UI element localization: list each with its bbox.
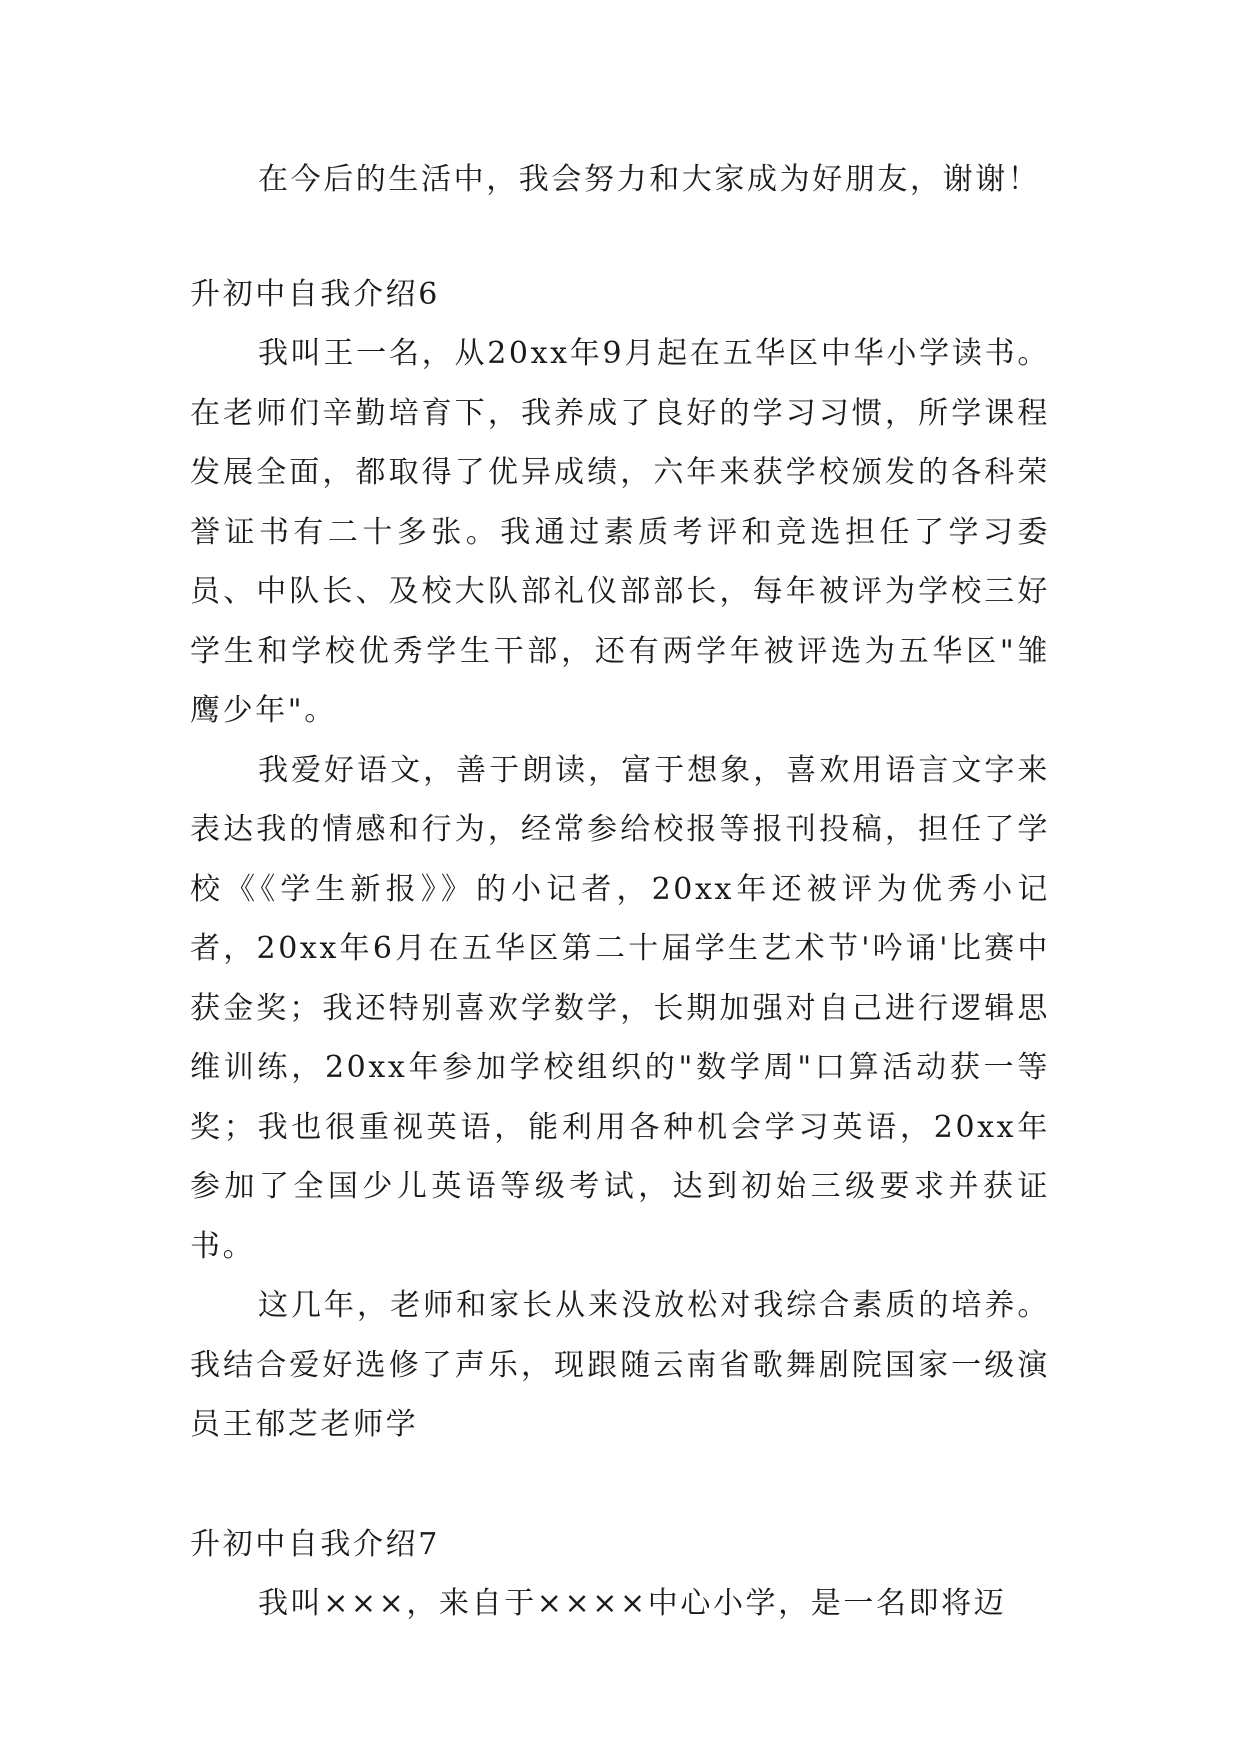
section-6-paragraph-2: 我爱好语文，善于朗读，富于想象，喜欢用语言文字来表达我的情感和行为，经常参给校报等报刊投稿，担任了学校《《学生新报》》的小记者，20xx年还被评为优秀小记者，20xx年6月在五华区第二十届学生艺术节'吟诵'比赛中获金奖；我还特别喜欢学数学，长期加强对自己进行逻辑思维训练，20xx年参加学校组织的"数学周"口算活动获一等奖；我也很重视英语，能利用各种机会学习英语，20xx年参加了全国少儿英语等级考试，达到初始三级要求并获证书。	[190, 752, 1050, 1264]
spacer	[190, 1455, 1050, 1515]
section-7-paragraph-1: 我叫×××，来自于××××中心小学，是一名即将迈	[258, 1586, 1007, 1621]
section-7	[190, 1515, 1050, 1634]
document-page	[190, 150, 1050, 1634]
section-6-heading: 升初中自我介绍6	[190, 276, 440, 312]
closing-line: 在今后的生活中，我会努力和大家成为好朋友，谢谢！	[258, 162, 1041, 197]
section-7-heading: 升初中自我介绍7	[190, 1526, 440, 1562]
spacer	[190, 210, 1050, 265]
section-6	[190, 265, 1050, 1455]
section-6-paragraph-1: 我叫王一名，从20xx年9月起在五华区中华小学读书。在老师们辛勤培育下，我养成了良好的学习习惯，所学课程发展全面，都取得了优异成绩，六年来获学校颁发的各科荣誉证书有二十多张。我通过素质考评和竞选担任了学习委员、中队长、及校大队部礼仪部部长，每年被评为学校三好学生和学校优秀学生干部，还有两学年被评选为五华区"雏鹰少年"。	[190, 336, 1050, 728]
section-6-paragraph-3: 这几年，老师和家长从来没放松对我综合素质的培养。我结合爱好选修了声乐，现跟随云南省歌舞剧院国家一级演员王郁芝老师学	[190, 1288, 1050, 1442]
